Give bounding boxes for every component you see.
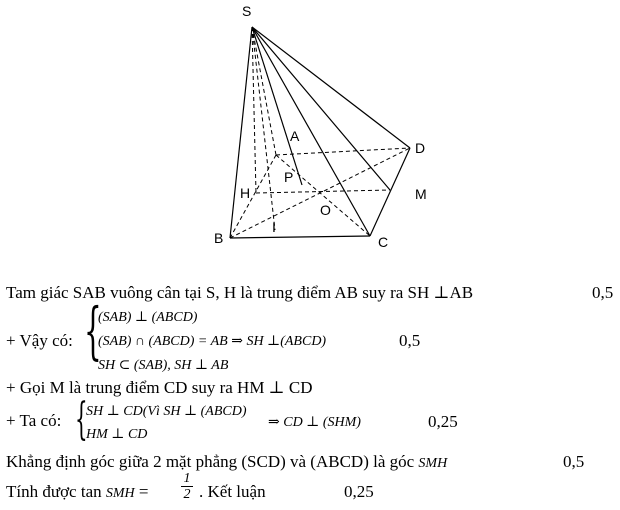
label-M: M	[415, 186, 427, 202]
equals-sign: =	[138, 482, 149, 501]
system-2-row-2: HM ⊥ CD	[86, 427, 148, 442]
solution-line-6	[6, 482, 149, 502]
score-line-4: 0,25	[428, 412, 458, 431]
edge-BC	[230, 236, 370, 238]
system-1-row-3: SH ⊂ (SAB), SH ⊥ AB	[98, 358, 229, 373]
edge-SB	[230, 27, 252, 238]
solution-line-2-prefix: + Vậy có:	[6, 331, 73, 350]
system-2-row-1: SH ⊥ CD(Vì SH ⊥ (ABCD)	[86, 404, 247, 419]
segment-SI	[252, 27, 275, 230]
label-C: C	[378, 234, 389, 250]
edge-SC	[252, 27, 370, 236]
score-line-6: 0,25	[344, 482, 374, 501]
angle-SMH: SMH	[418, 456, 448, 471]
solution-line-5	[6, 452, 447, 472]
system-1-row-1: (SAB) ⊥ (ABCD)	[98, 310, 198, 325]
left-brace: {	[84, 294, 102, 367]
edge-SD	[252, 27, 410, 148]
edge-CD	[370, 148, 410, 236]
system-2-result: ⇒ CD ⊥ (SHM)	[268, 415, 361, 430]
segment-SP	[252, 27, 302, 185]
line-5-text: Khẳng định góc giữa 2 mặt phẳng (SCD) và (ABCD) là góc	[6, 452, 415, 471]
solution-line-4-prefix: + Ta có:	[6, 411, 62, 430]
fraction-one-half	[181, 472, 193, 503]
angle-SMH-2: SMH	[105, 486, 135, 501]
edge-AD	[276, 148, 410, 155]
fraction-numerator: 1	[181, 472, 193, 487]
label-O: O	[320, 202, 331, 218]
label-D: D	[415, 140, 426, 156]
solution-line-3: + Gọi M là trung điểm CD suy ra HM ⊥ CD	[6, 378, 313, 397]
segment-SH	[252, 27, 256, 193]
system-1-row-2: (SAB) ∩ (ABCD) = AB ⇒ SH ⊥(ABCD)	[98, 334, 327, 349]
left-brace-2: {	[75, 394, 88, 445]
segment-HM	[256, 190, 390, 193]
line-6-prefix: Tính được tan	[6, 482, 102, 501]
score-line-1: 0,5	[592, 283, 614, 302]
fraction-denominator: 2	[183, 487, 191, 502]
label-A: A	[290, 128, 300, 144]
label-H: H	[240, 185, 251, 201]
label-B: B	[214, 230, 224, 246]
solution-line-1: Tam giác SAB vuông cân tại S, H là trung điểm AB suy ra SH ⊥AB	[6, 283, 474, 302]
label-I: I	[272, 219, 276, 235]
segment-SM	[252, 27, 390, 190]
score-line-2: 0,5	[399, 331, 421, 350]
label-P: P	[284, 169, 294, 185]
score-line-5: 0,5	[563, 452, 585, 471]
line-6-suffix: . Kết luận	[199, 482, 266, 501]
diagonal-AC	[276, 155, 370, 236]
label-S: S	[242, 3, 252, 19]
